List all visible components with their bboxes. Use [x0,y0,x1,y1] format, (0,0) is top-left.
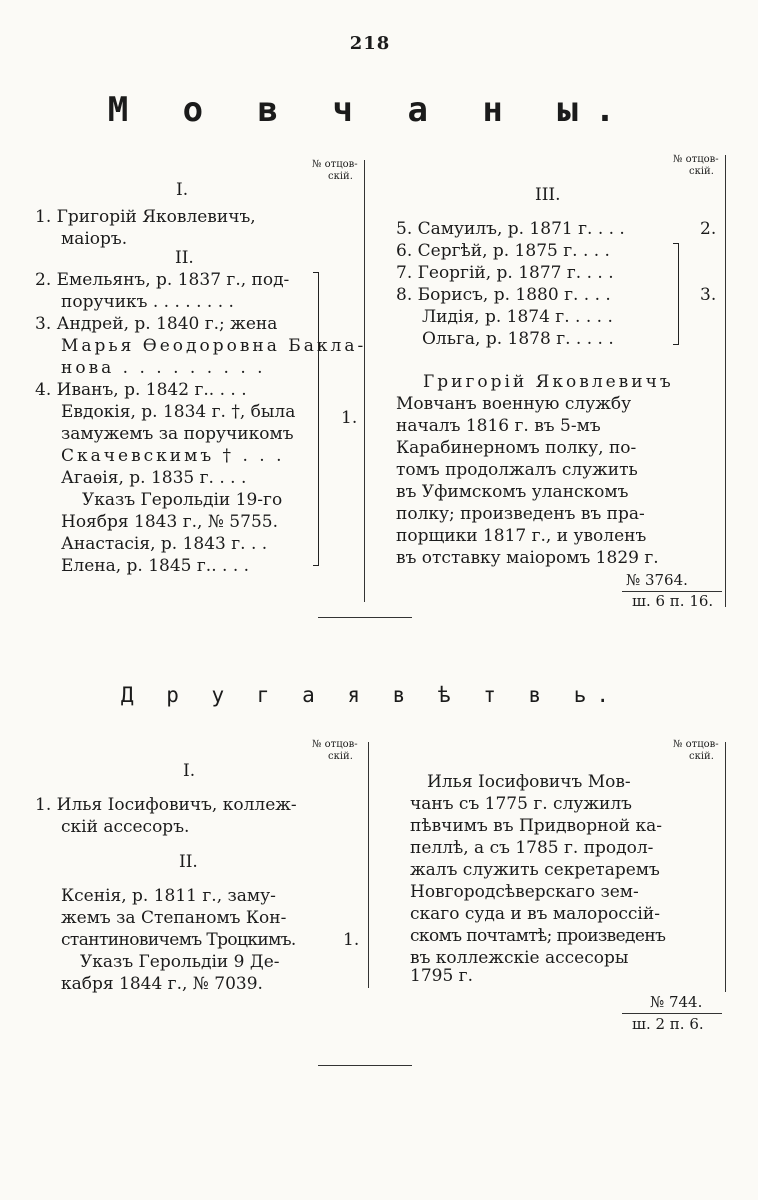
section-heading: Д р у г а я в ѣ т в ь. [120,683,620,707]
biography-text: чанъ съ 1775 г. служилъ [410,794,632,814]
genealogy-entry: 3. Андрей, р. 1840 г.; жена [35,314,278,334]
generation-heading: I. [183,761,196,781]
generation-heading: II. [179,852,198,872]
father-number: 1. [341,408,358,428]
column-divider [364,160,365,602]
genealogy-entry: Лидія, р. 1874 г. . . . . [422,307,613,327]
biography-text: скаго суда и въ малороссій- [410,904,660,924]
siblings-bracket [313,272,319,566]
generation-heading: II. [175,248,194,268]
right-column-header-line2: скій. [689,166,714,177]
father-number: 1. [343,930,360,950]
archive-reference: ш. 2 п. 6. [632,1015,704,1033]
archive-reference: ш. 6 п. 16. [632,592,714,610]
genealogy-entry: 6. Сергѣй, р. 1875 г. . . . [396,241,610,261]
biography-text: скомъ почтамтѣ; произведенъ [410,926,666,946]
biography-text: полку; произведенъ въ пра- [396,504,645,524]
genealogy-entry: маіоръ. [61,229,128,249]
section-separator [318,617,412,618]
generation-heading: III. [535,185,561,205]
right-column-header-line1: № отцов- [673,739,719,750]
page-title: М о в ч а н ы. [107,90,633,130]
biography-text: Новгородсѣверскаго зем- [410,882,639,902]
biography-text: Мовчанъ военную службу [396,394,632,414]
biography-text: порщики 1817 г., и уволенъ [396,526,647,546]
right-column-header-line2: скій. [689,751,714,762]
genealogy-entry: Евдокія, р. 1834 г. †, была [61,402,296,422]
biography-text: томъ продолжалъ служить [396,460,638,480]
genealogy-entry: стантиновичемъ Троцкимъ. [61,930,296,950]
biography-text: пѣвчимъ въ Придворной ка- [410,816,662,836]
biography-text: 1795 г. [410,966,473,986]
left-column-header-line1: № отцов- [312,739,358,750]
genealogy-entry: Агаѳія, р. 1835 г. . . . [61,468,247,488]
biography-text: въ коллежскіе ассесоры [410,948,629,968]
genealogy-entry: Елена, р. 1845 г.. . . . [61,556,250,576]
genealogy-entry: 2. Емельянъ, р. 1837 г., под- [35,270,290,290]
genealogy-entry: 1. Илья Іосифовичъ, коллеж- [35,795,297,815]
left-column-header-line1: № отцов- [312,159,358,170]
decree-note: Указъ Герольдіи 9 Де- [80,952,280,972]
left-column-header-line2: скій. [328,751,353,762]
genealogy-entry: скій ассесоръ. [61,817,190,837]
genealogy-entry: Ксенія, р. 1811 г., заму- [61,886,276,906]
genealogy-entry: 5. Самуилъ, р. 1871 г. . . . [396,219,625,239]
biography-text: въ Уфимскомъ уланскомъ [396,482,629,502]
decree-note: Ноября 1843 г., № 5755. [61,512,278,532]
siblings-bracket [673,243,679,345]
biography-text: пеллѣ, а съ 1785 г. продол- [410,838,654,858]
right-column-header-line1: № отцов- [673,154,719,165]
genealogy-entry: поручикъ . . . . . . . . [61,292,234,312]
biography-text: Илья Іосифовичъ Мов- [427,772,631,792]
right-margin-rule [725,155,726,607]
right-margin-rule [725,742,726,992]
genealogy-entry: 8. Борисъ, р. 1880 г. . . . [396,285,611,305]
section-separator [318,1065,412,1066]
genealogy-entry: 4. Иванъ, р. 1842 г.. . . . [35,380,247,400]
genealogy-entry: нова . . . . . . . . . [61,358,266,378]
left-column-header-line2: скій. [328,171,353,182]
biography-text: въ отставку маіоромъ 1829 г. [396,548,659,568]
record-number: № 744. [650,993,703,1011]
generation-heading: I. [176,180,189,200]
decree-note: Указъ Герольдіи 19-го [82,490,283,510]
father-number: 2. [700,219,717,239]
biography-text: Григорій Яковлевичъ [423,372,674,392]
decree-note: кабря 1844 г., № 7039. [61,974,263,994]
biography-text: началъ 1816 г. въ 5-мъ [396,416,601,436]
genealogy-entry: Скачевскимъ † . . . [61,446,285,466]
page-number: 218 [349,33,391,54]
father-number: 3. [700,285,717,305]
genealogy-entry: Анастасія, р. 1843 г. . . [61,534,268,554]
genealogy-entry: 1. Григорій Яковлевичъ, [35,207,256,227]
genealogy-entry: Ольга, р. 1878 г. . . . . [422,329,614,349]
biography-text: Карабинерномъ полку, по- [396,438,637,458]
genealogy-entry: жемъ за Степаномъ Кон- [61,908,287,928]
genealogy-entry: замужемъ за поручикомъ [61,424,294,444]
genealogy-entry: 7. Георгій, р. 1877 г. . . . [396,263,614,283]
column-divider [368,742,369,988]
genealogy-entry: Марья Ѳеодоровна Бакла- [61,336,367,356]
record-number: № 3764. [626,571,688,589]
biography-text: жалъ служить секретаремъ [410,860,660,880]
